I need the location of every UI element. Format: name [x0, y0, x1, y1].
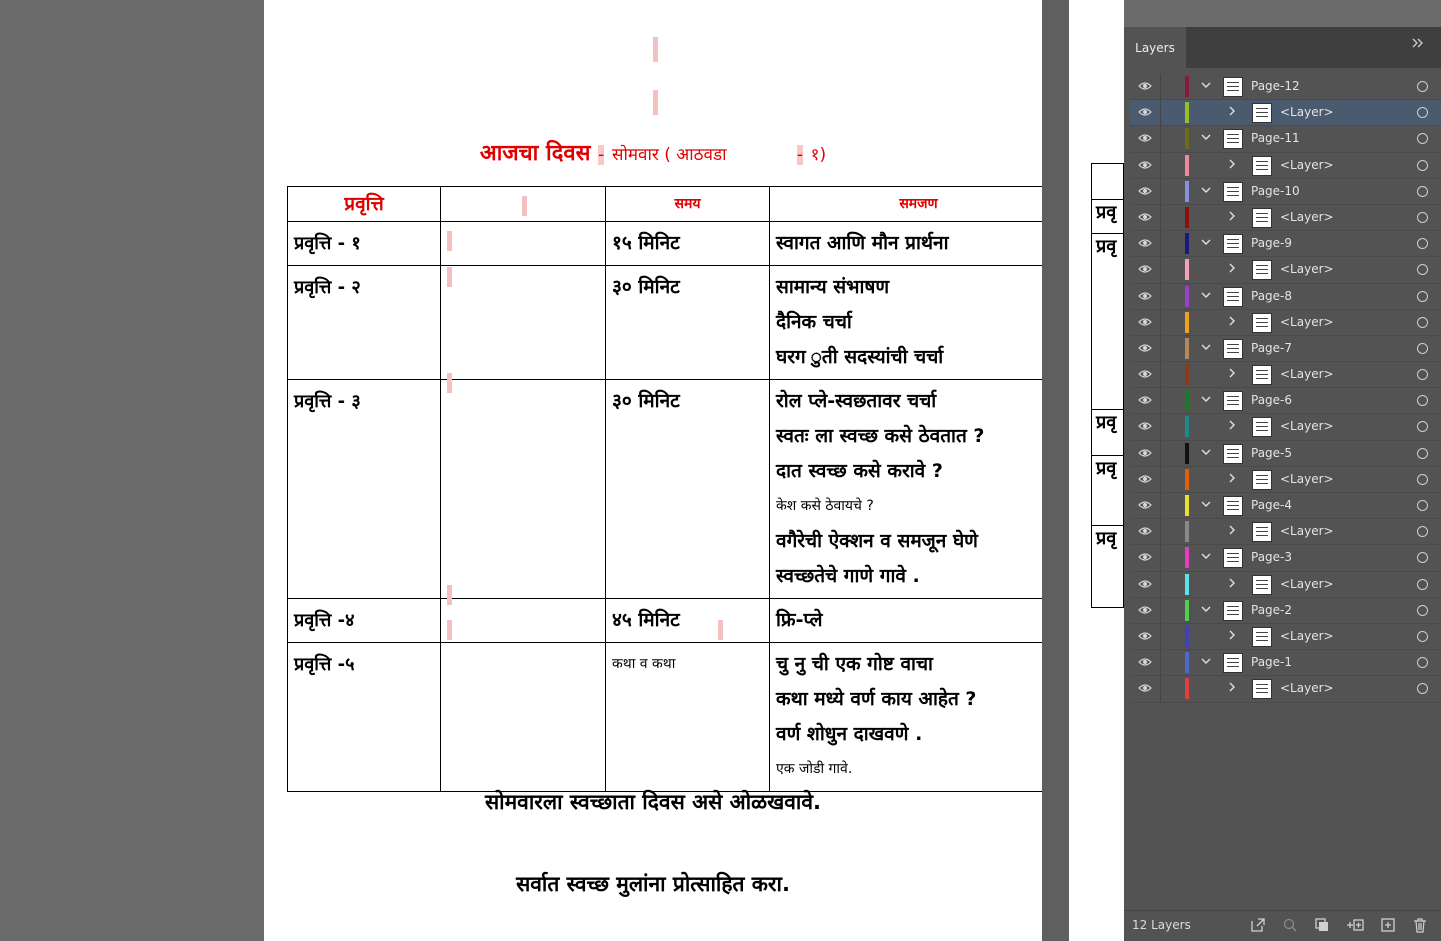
- visibility-eye-icon[interactable]: [1138, 499, 1152, 511]
- layer-thumbnail: [1252, 260, 1272, 280]
- chevron-down-icon[interactable]: [1200, 498, 1212, 510]
- visibility-eye-icon[interactable]: [1138, 630, 1152, 642]
- visibility-eye-icon[interactable]: [1138, 159, 1152, 171]
- details-cell: [770, 266, 1043, 380]
- layer-thumbnail: [1223, 444, 1243, 464]
- layer-row-page[interactable]: [1130, 545, 1441, 571]
- lock-column[interactable]: [1160, 205, 1161, 230]
- chevron-down-icon[interactable]: [1200, 289, 1212, 301]
- layer-color-swatch: [1185, 312, 1189, 333]
- lock-column[interactable]: [1160, 493, 1161, 518]
- layer-color-swatch: [1185, 600, 1189, 621]
- chevron-down-icon[interactable]: [1200, 550, 1212, 562]
- pasteboard-left: [0, 0, 264, 941]
- next-spread-cell: प्रवृ: [1092, 410, 1124, 456]
- text-frame-marker: [447, 585, 452, 605]
- detail-line: स्वच्छतेचे गाणे गावे .: [776, 565, 920, 587]
- layer-row-page[interactable]: [1130, 336, 1441, 362]
- target-circle-icon[interactable]: [1417, 526, 1428, 537]
- details-cell: [770, 222, 1043, 266]
- clipping-mask-icon[interactable]: [1314, 917, 1330, 933]
- layer-row-page[interactable]: [1130, 650, 1441, 676]
- layer-thumbnail: [1252, 365, 1272, 385]
- footer-line-2: सर्वात स्वच्छ मुलांना प्रोत्साहित करा.: [516, 872, 790, 896]
- visibility-eye-icon[interactable]: [1138, 394, 1152, 406]
- table-header: प्रवृत्ति: [288, 187, 441, 222]
- time-cell: [606, 599, 770, 643]
- panel-footer: [1124, 910, 1441, 941]
- time-cell: [606, 643, 770, 792]
- visibility-eye-icon[interactable]: [1138, 551, 1152, 563]
- layer-name[interactable]: <Layer>: [1280, 524, 1334, 539]
- heading-week-number: १): [810, 145, 827, 165]
- layer-row-sublayer[interactable]: [1130, 257, 1441, 283]
- text-frame-marker: [447, 231, 452, 251]
- visibility-eye-icon[interactable]: [1138, 316, 1152, 328]
- time-text: ३० मिनिट: [612, 390, 680, 412]
- layer-thumbnail: [1223, 182, 1243, 202]
- table-header: समजण: [770, 187, 1043, 222]
- layer-name[interactable]: Page-9: [1251, 236, 1293, 251]
- layer-row-sublayer[interactable]: [1130, 153, 1441, 179]
- target-circle-icon[interactable]: [1417, 500, 1428, 511]
- target-circle-icon[interactable]: [1417, 631, 1428, 642]
- chevron-down-icon[interactable]: [1200, 393, 1212, 405]
- layers-panel: [1124, 27, 1441, 941]
- empty-cell: [441, 643, 606, 792]
- layer-color-swatch: [1185, 521, 1189, 542]
- layer-name[interactable]: <Layer>: [1280, 419, 1334, 434]
- target-circle-icon[interactable]: [1417, 605, 1428, 616]
- time-text: ३० मिनिट: [612, 276, 680, 298]
- target-circle-icon[interactable]: [1417, 683, 1428, 694]
- layer-color-swatch: [1185, 338, 1189, 359]
- time-cell: [606, 222, 770, 266]
- activity-cell: प्रवृत्ति - १: [288, 222, 441, 266]
- chevron-right-icon[interactable]: [1226, 105, 1238, 117]
- layer-name[interactable]: <Layer>: [1280, 367, 1334, 382]
- details-cell: [770, 380, 1043, 599]
- target-circle-icon[interactable]: [1417, 317, 1428, 328]
- layer-color-swatch: [1185, 76, 1189, 97]
- layer-row-page[interactable]: [1130, 231, 1441, 257]
- lock-column[interactable]: [1160, 598, 1161, 623]
- text-frame-marker: [447, 373, 452, 393]
- next-spread-cell: प्रवृ: [1092, 456, 1124, 526]
- detail-line: वर्ण शोधुन दाखवणे .: [776, 723, 923, 745]
- heading-dash-2: -: [796, 145, 803, 165]
- table-row: [288, 380, 1043, 599]
- lock-column[interactable]: [1160, 74, 1161, 99]
- layer-name[interactable]: Page-6: [1251, 393, 1293, 408]
- time-text: ४५ मिनिट: [612, 609, 680, 631]
- heading-dash: -: [598, 145, 605, 165]
- text-frame-marker: [447, 620, 452, 640]
- layer-name[interactable]: <Layer>: [1280, 471, 1334, 486]
- layer-color-swatch: [1185, 574, 1189, 595]
- empty-cell: [441, 380, 606, 599]
- target-circle-icon[interactable]: [1417, 107, 1428, 118]
- layer-name[interactable]: Page-10: [1251, 183, 1300, 198]
- lock-column[interactable]: [1160, 362, 1161, 387]
- chevron-right-icon[interactable]: [1226, 419, 1238, 431]
- activity-cell: प्रवृत्ति - ३: [288, 380, 441, 599]
- text-frame-marker: [522, 196, 527, 216]
- next-spread-partial: [1069, 0, 1124, 941]
- lock-column[interactable]: [1160, 179, 1161, 204]
- chevron-right-icon[interactable]: [1226, 367, 1238, 379]
- pasteboard-gap: [1042, 0, 1069, 941]
- layer-row-page[interactable]: [1130, 441, 1441, 467]
- lock-column[interactable]: [1160, 624, 1161, 649]
- layer-row-sublayer[interactable]: [1130, 414, 1441, 440]
- target-circle-icon[interactable]: [1417, 238, 1428, 249]
- visibility-eye-icon[interactable]: [1138, 342, 1152, 354]
- layer-thumbnail: [1252, 103, 1272, 123]
- chevron-right-icon[interactable]: [1226, 524, 1238, 536]
- lock-column[interactable]: [1160, 231, 1161, 256]
- layer-name[interactable]: <Layer>: [1280, 576, 1334, 591]
- layer-thumbnail: [1223, 653, 1243, 673]
- layer-row-sublayer[interactable]: [1130, 100, 1441, 126]
- layer-color-swatch: [1185, 416, 1189, 437]
- layer-row-page[interactable]: [1130, 598, 1441, 624]
- lock-column[interactable]: [1160, 519, 1161, 544]
- chevron-right-icon[interactable]: [1226, 681, 1238, 693]
- chevron-down-icon[interactable]: [1200, 603, 1212, 615]
- layer-thumbnail: [1252, 679, 1272, 699]
- layer-color-swatch: [1185, 390, 1189, 411]
- target-circle-icon[interactable]: [1417, 133, 1428, 144]
- layer-color-swatch: [1185, 259, 1189, 280]
- text-frame-marker: [653, 37, 658, 62]
- tab-layers[interactable]: Layers: [1124, 27, 1186, 68]
- trash-icon[interactable]: [1412, 917, 1428, 933]
- layer-row-page[interactable]: [1130, 284, 1441, 310]
- layer-thumbnail: [1223, 287, 1243, 307]
- empty-cell: [441, 222, 606, 266]
- chevron-down-icon[interactable]: [1200, 131, 1212, 143]
- visibility-eye-icon[interactable]: [1138, 368, 1152, 380]
- layer-row-sublayer[interactable]: [1130, 519, 1441, 545]
- lock-column[interactable]: [1160, 545, 1161, 570]
- chevron-right-icon[interactable]: [1226, 629, 1238, 641]
- layer-row-page[interactable]: [1130, 388, 1441, 414]
- layer-row-sublayer[interactable]: [1130, 467, 1441, 493]
- target-circle-icon[interactable]: [1417, 369, 1428, 380]
- visibility-eye-icon[interactable]: [1138, 106, 1152, 118]
- layer-color-swatch: [1185, 678, 1189, 699]
- layer-thumbnail: [1223, 391, 1243, 411]
- layer-color-swatch: [1185, 207, 1189, 228]
- visibility-eye-icon[interactable]: [1138, 211, 1152, 223]
- detail-line: घरग ुती सदस्यांची चर्चा: [776, 346, 944, 368]
- layer-row-sublayer[interactable]: [1130, 362, 1441, 388]
- target-circle-icon[interactable]: [1417, 395, 1428, 406]
- layer-color-swatch: [1185, 469, 1189, 490]
- target-circle-icon[interactable]: [1417, 552, 1428, 563]
- layer-name[interactable]: <Layer>: [1280, 262, 1334, 277]
- lock-column[interactable]: [1160, 257, 1161, 282]
- target-circle-icon[interactable]: [1417, 657, 1428, 668]
- layer-name[interactable]: <Layer>: [1280, 314, 1334, 329]
- lock-column[interactable]: [1160, 153, 1161, 178]
- visibility-eye-icon[interactable]: [1138, 604, 1152, 616]
- layer-name[interactable]: <Layer>: [1280, 209, 1334, 224]
- visibility-eye-icon[interactable]: [1138, 185, 1152, 197]
- layer-thumbnail: [1252, 627, 1272, 647]
- layer-row-page[interactable]: [1130, 179, 1441, 205]
- visibility-eye-icon[interactable]: [1138, 578, 1152, 590]
- table-row: [288, 599, 1043, 643]
- layers-list: [1130, 74, 1441, 703]
- chevron-right-icon[interactable]: [1226, 315, 1238, 327]
- layer-row-sublayer[interactable]: [1130, 676, 1441, 702]
- detail-line: सामान्य संभाषण: [776, 276, 890, 298]
- target-circle-icon[interactable]: [1417, 264, 1428, 275]
- layer-row-sublayer[interactable]: [1130, 624, 1441, 650]
- detail-line: दैनिक चर्चा: [776, 311, 852, 333]
- layer-row-page[interactable]: [1130, 493, 1441, 519]
- empty-cell: [441, 599, 606, 643]
- layer-name[interactable]: <Layer>: [1280, 105, 1334, 120]
- target-circle-icon[interactable]: [1417, 579, 1428, 590]
- panel-header: [1124, 27, 1441, 68]
- details-cell: [770, 599, 1043, 643]
- target-circle-icon[interactable]: [1417, 448, 1428, 459]
- visibility-eye-icon[interactable]: [1138, 420, 1152, 432]
- layer-name[interactable]: <Layer>: [1280, 628, 1334, 643]
- layer-color-swatch: [1185, 547, 1189, 568]
- chevron-right-icon[interactable]: [1226, 210, 1238, 222]
- layer-thumbnail: [1223, 234, 1243, 254]
- layer-thumbnail: [1223, 129, 1243, 149]
- detail-line: स्वागत आणि मौन प्रार्थना: [776, 232, 949, 254]
- layer-thumbnail: [1252, 470, 1272, 490]
- chevron-right-icon[interactable]: [1226, 577, 1238, 589]
- layer-row-sublayer[interactable]: [1130, 310, 1441, 336]
- layer-color-swatch: [1185, 626, 1189, 647]
- text-frame-marker: [447, 267, 452, 287]
- layer-name[interactable]: Page-3: [1251, 550, 1293, 565]
- detail-line: फ्रि-प्ले: [776, 609, 823, 631]
- time-text: कथा व कथा: [612, 656, 676, 672]
- layer-thumbnail: [1223, 77, 1243, 97]
- visibility-eye-icon[interactable]: [1138, 447, 1152, 459]
- time-cell: [606, 380, 770, 599]
- activity-cell: प्रवृत्ति -४: [288, 599, 441, 643]
- lock-column[interactable]: [1160, 650, 1161, 675]
- lock-column[interactable]: [1160, 126, 1161, 151]
- table-row: [288, 222, 1043, 266]
- visibility-eye-icon[interactable]: [1138, 656, 1152, 668]
- detail-line: वगैरेची ऐक्शन व समजून घेणे: [776, 530, 978, 552]
- page-heading: [264, 138, 1042, 171]
- layer-color-swatch: [1185, 652, 1189, 673]
- new-sublayer-icon[interactable]: [1346, 917, 1362, 933]
- lock-column[interactable]: [1160, 310, 1161, 335]
- layer-thumbnail: [1252, 575, 1272, 595]
- detail-line: चु नु ची एक गोष्ट वाचा: [776, 653, 933, 675]
- layer-name[interactable]: Page-5: [1251, 445, 1293, 460]
- chevron-down-icon[interactable]: [1200, 655, 1212, 667]
- layer-row-sublayer[interactable]: [1130, 205, 1441, 231]
- lock-column[interactable]: [1160, 467, 1161, 492]
- layer-row-page[interactable]: [1130, 126, 1441, 152]
- layer-color-swatch: [1185, 443, 1189, 464]
- time-text: १५ मिनिट: [612, 232, 680, 254]
- layer-thumbnail: [1252, 156, 1272, 176]
- lock-column[interactable]: [1160, 414, 1161, 439]
- new-layer-icon[interactable]: [1380, 917, 1396, 933]
- layer-color-swatch: [1185, 128, 1189, 149]
- time-cell: [606, 266, 770, 380]
- chevron-right-icon[interactable]: [1226, 262, 1238, 274]
- layer-thumbnail: [1252, 313, 1272, 333]
- activity-cell: प्रवृत्ति -५: [288, 643, 441, 792]
- text-frame-marker: [653, 90, 658, 115]
- lock-column[interactable]: [1160, 441, 1161, 466]
- visibility-eye-icon[interactable]: [1138, 525, 1152, 537]
- layer-thumbnail: [1223, 339, 1243, 359]
- search-icon[interactable]: [1282, 917, 1298, 933]
- visibility-eye-icon[interactable]: [1138, 263, 1152, 275]
- document-page: [264, 0, 1042, 941]
- layer-color-swatch: [1185, 102, 1189, 123]
- lock-column[interactable]: [1160, 388, 1161, 413]
- target-circle-icon[interactable]: [1417, 81, 1428, 92]
- layer-thumbnail: [1223, 548, 1243, 568]
- layer-name[interactable]: Page-1: [1251, 655, 1293, 670]
- chevron-right-icon[interactable]: [1226, 472, 1238, 484]
- layer-thumbnail: [1252, 208, 1272, 228]
- empty-cell: [441, 266, 606, 380]
- target-circle-icon[interactable]: [1417, 212, 1428, 223]
- detail-line: स्वतः ला स्वच्छ कसे ठेवतात ?: [776, 425, 985, 447]
- layer-color-swatch: [1185, 286, 1189, 307]
- chevron-down-icon[interactable]: [1200, 236, 1212, 248]
- lock-column[interactable]: [1160, 336, 1161, 361]
- layer-name[interactable]: Page-4: [1251, 498, 1293, 512]
- visibility-eye-icon[interactable]: [1138, 682, 1152, 694]
- layer-count: 12 Layers: [1132, 918, 1191, 932]
- target-circle-icon[interactable]: [1417, 474, 1428, 485]
- visibility-eye-icon[interactable]: [1138, 237, 1152, 249]
- layer-color-swatch: [1185, 364, 1189, 385]
- layer-name[interactable]: Page-12: [1251, 79, 1300, 93]
- table-row: [288, 266, 1043, 380]
- layer-name[interactable]: Page-11: [1251, 131, 1300, 146]
- detail-line: केश कसे ठेवायचे ?: [776, 498, 874, 514]
- chevron-down-icon[interactable]: [1200, 184, 1212, 196]
- visibility-eye-icon[interactable]: [1138, 473, 1152, 485]
- target-circle-icon[interactable]: [1417, 291, 1428, 302]
- layer-thumbnail: [1252, 417, 1272, 437]
- layer-name[interactable]: Page-2: [1251, 602, 1293, 617]
- chevron-down-icon[interactable]: [1200, 446, 1212, 458]
- export-icon[interactable]: [1250, 917, 1266, 933]
- next-spread-cell: [1092, 164, 1124, 200]
- lock-column[interactable]: [1160, 284, 1161, 309]
- visibility-eye-icon[interactable]: [1138, 290, 1152, 302]
- layer-thumbnail: [1252, 522, 1272, 542]
- next-spread-cell: प्रवृ: [1092, 234, 1124, 410]
- chevron-right-icon[interactable]: [1226, 158, 1238, 170]
- chevron-down-icon[interactable]: [1200, 341, 1212, 353]
- heading-title: आजचा दिवस: [479, 141, 591, 166]
- footer-line-1: सोमवारला स्वच्छाता दिवस असे ओळखवावे.: [484, 790, 822, 814]
- layer-name[interactable]: <Layer>: [1280, 681, 1334, 696]
- visibility-eye-icon[interactable]: [1138, 132, 1152, 144]
- next-spread-cell: प्रवृ: [1092, 200, 1124, 234]
- target-circle-icon[interactable]: [1417, 343, 1428, 354]
- detail-line: एक जोडी गावे.: [776, 761, 853, 777]
- next-spread-cell: प्रवृ: [1092, 526, 1124, 608]
- layer-thumbnail: [1223, 496, 1243, 516]
- details-cell: [770, 643, 1043, 792]
- table-row: [288, 643, 1043, 792]
- layer-color-swatch: [1185, 181, 1189, 202]
- layer-row-sublayer[interactable]: [1130, 572, 1441, 598]
- layer-color-swatch: [1185, 495, 1189, 516]
- table-header: समय: [606, 187, 770, 222]
- detail-line: रोल प्ले-स्वछतावर चर्चा: [776, 390, 937, 412]
- target-circle-icon[interactable]: [1417, 421, 1428, 432]
- next-spread-table: [1091, 163, 1124, 608]
- target-circle-icon[interactable]: [1417, 160, 1428, 171]
- layer-name[interactable]: Page-7: [1251, 340, 1293, 355]
- schedule-table: [287, 186, 1042, 792]
- text-frame-marker: [718, 620, 723, 640]
- double-chevron-right-icon[interactable]: [1411, 37, 1425, 53]
- detail-line: दात स्वच्छ कसे करावे ?: [776, 460, 943, 482]
- chevron-down-icon[interactable]: [1200, 79, 1212, 91]
- target-circle-icon[interactable]: [1417, 186, 1428, 197]
- layer-thumbnail: [1223, 601, 1243, 621]
- layer-name[interactable]: <Layer>: [1280, 157, 1334, 172]
- layer-color-swatch: [1185, 155, 1189, 176]
- detail-line: कथा मध्ये वर्ण काय आहेत ?: [776, 688, 977, 710]
- heading-subtitle: सोमवार ( आठवडा: [611, 145, 727, 165]
- layer-name[interactable]: Page-8: [1251, 288, 1293, 303]
- layer-color-swatch: [1185, 233, 1189, 254]
- layer-row-page[interactable]: [1130, 74, 1441, 100]
- lock-column[interactable]: [1160, 572, 1161, 597]
- visibility-eye-icon[interactable]: [1138, 80, 1152, 92]
- lock-column[interactable]: [1160, 100, 1161, 125]
- activity-cell: प्रवृत्ति - २: [288, 266, 441, 380]
- lock-column[interactable]: [1160, 676, 1161, 701]
